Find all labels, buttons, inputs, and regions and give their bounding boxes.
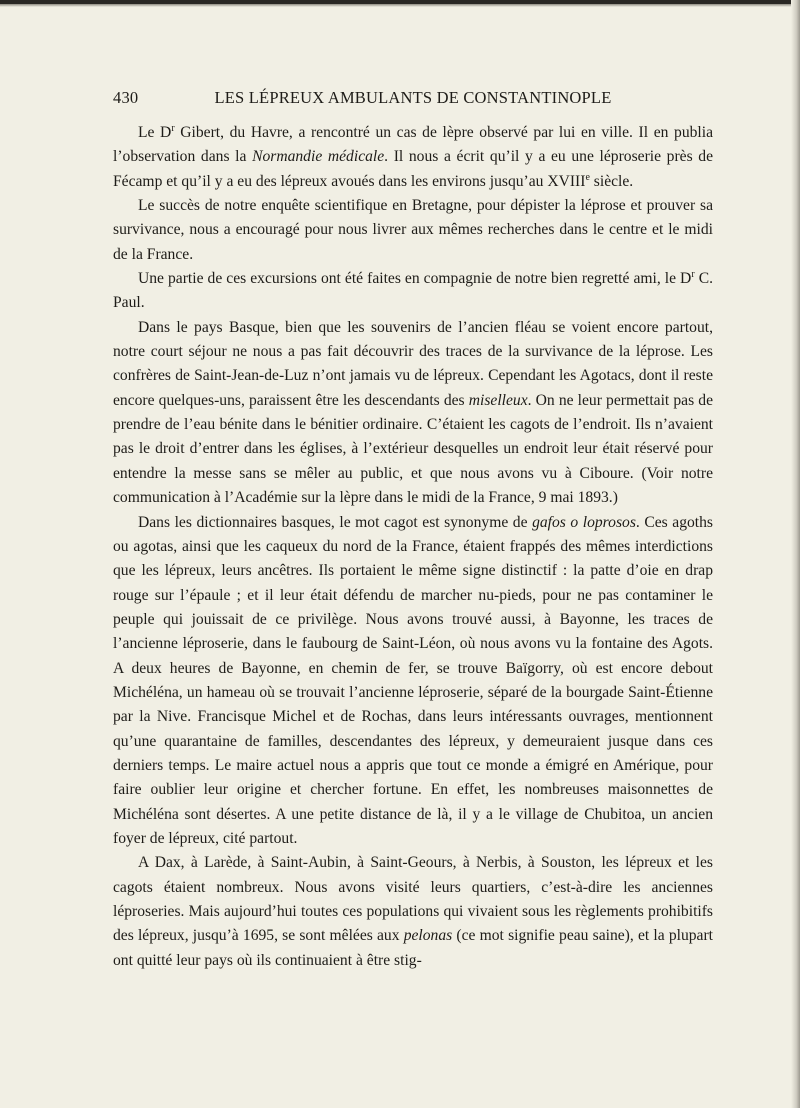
- superscript: r: [171, 122, 175, 134]
- top-border-shadow: [0, 4, 800, 7]
- text-run: siècle.: [589, 172, 634, 190]
- italic-text: Normandie médicale: [252, 148, 385, 166]
- text-run: C. Paul.: [113, 270, 714, 312]
- running-head: [113, 88, 713, 112]
- paragraph-2: [113, 194, 713, 267]
- italic-text: miselleux: [468, 391, 528, 409]
- text-run: . Ces agoths ou agotas, ainsi que les caqueux du nord de la France, étaient frappés des mêmes interdictions que les lépreux, leurs ancêtres. Ils portaient le même signe distinctif : la patte d’oie en drap rouge sur l’épaule ; et il leur était défendu de marcher nu-pieds, pour ne pas contaminer le peuple qui jouissait de ce privilège. Nous avons trouvé aussi, à Bayonne, les traces de l’ancienne léproserie, dans le faubourg de Saint-Léon, où nous avons vu la fontaine des Agots. A deux heures de Bayonne, en chemin de fer, se trouve Baïgorry, où est encore debout Michéléna, un hameau où se trouvait l’ancienne léproserie, séparé de la bourgade Saint-Étienne par la Nive. Francisque Michel et de Rochas, dans leurs intéressants ouvrages, mentionnent qu’une quarantaine de familles, descendantes des lépreux, y demeuraient jusque dans ces derniers temps. Le maire actuel nous a appris que tout ce monde a émigré en Amérique, pour faire oublier leur origine et chercher fortune. En effet, les nombreuses maisonnettes de Michéléna sont désertes. A une petite distance de là, il y a le village de Chubitoa, un ancien foyer de lépreux, cité partout.: [113, 513, 713, 847]
- text-run: Une partie de ces excursions ont été faites en compagnie de notre bien regretté ami, le D: [138, 270, 692, 288]
- text-run: (ce mot signifie peau saine), et la plupart ont quitté leur pays où ils continuaient à être stig-: [113, 927, 713, 969]
- text-run: . On ne leur permettait pas de prendre de l’eau bénite dans le bénitier ordinaire. C’étaient les cagots de l’endroit. Ils n’avaient pas le droit d’entrer dans les églises, à l’extérieur desquelles un endroit leur était réservé pour entendre la messe sans se mêler au public, et que nous avons vu à Ciboure. (Voir notre communication à l’Académie sur la lèpre dans le midi de la France, 9 mai 1893.): [113, 391, 713, 507]
- superscript: r: [691, 268, 695, 280]
- text-run: A Dax, à Larède, à Saint-Aubin, à Saint-Geours, à Nerbis, à Souston, les lépreux et les cagots étaient nombreux. Nous avons visité leurs quartiers, c’est-à-dire les anciennes léproseries. Mais aujourd’hui toutes ces populations qui vivaient sous les règlements prohibitifs des lépreux, jusqu’à 1695, se sont mêlées aux: [113, 854, 713, 945]
- text-run: Le succès de notre enquête scientifique en Bretagne, pour dépister la léprose et prouver sa survivance, nous a encouragé pour nous livrer aux mêmes recherches dans le centre et le midi de la France.: [113, 197, 713, 263]
- italic-text: pelonas: [403, 927, 453, 945]
- paragraph-3: [113, 267, 713, 316]
- page-number: 430: [113, 88, 139, 107]
- italic-text: gafos o loprosos: [532, 513, 636, 531]
- text-run: . Il nous a écrit qu’il y a eu une léproserie près de Fécamp et qu’il y a eu des lépreux avoués dans les environs jusqu’au XVIII: [113, 148, 713, 190]
- text-run: Gibert, du Havre, a rencontré un cas de lèpre observé par lui en ville. Il en publia l’observation dans la: [113, 124, 713, 166]
- superscript: e: [585, 171, 590, 183]
- text-run: Dans le pays Basque, bien que les souvenirs de l’ancien fléau se voient encore partout, notre court séjour ne nous a pas fait découvrir des traces de la survivance de la léprose. Les confrères de Saint-Jean-de-Luz n’ont jamais vu de lépreux. Cependant les Agotacs, dont il reste encore quelques-uns, paraissent être les descendants des: [113, 318, 713, 409]
- text-run: Dans les dictionnaires basques, le mot cagot est synonyme de: [138, 513, 533, 531]
- page-right-edge: [791, 0, 800, 1108]
- body-text: [113, 121, 713, 973]
- paragraph-5: [113, 511, 713, 852]
- paragraph-4: [113, 316, 713, 511]
- paragraph-1: [113, 121, 713, 194]
- running-title: LES LÉPREUX AMBULANTS DE CONSTANTINOPLE: [214, 88, 612, 107]
- text-run: Le D: [138, 124, 172, 141]
- paragraph-6: [113, 851, 713, 973]
